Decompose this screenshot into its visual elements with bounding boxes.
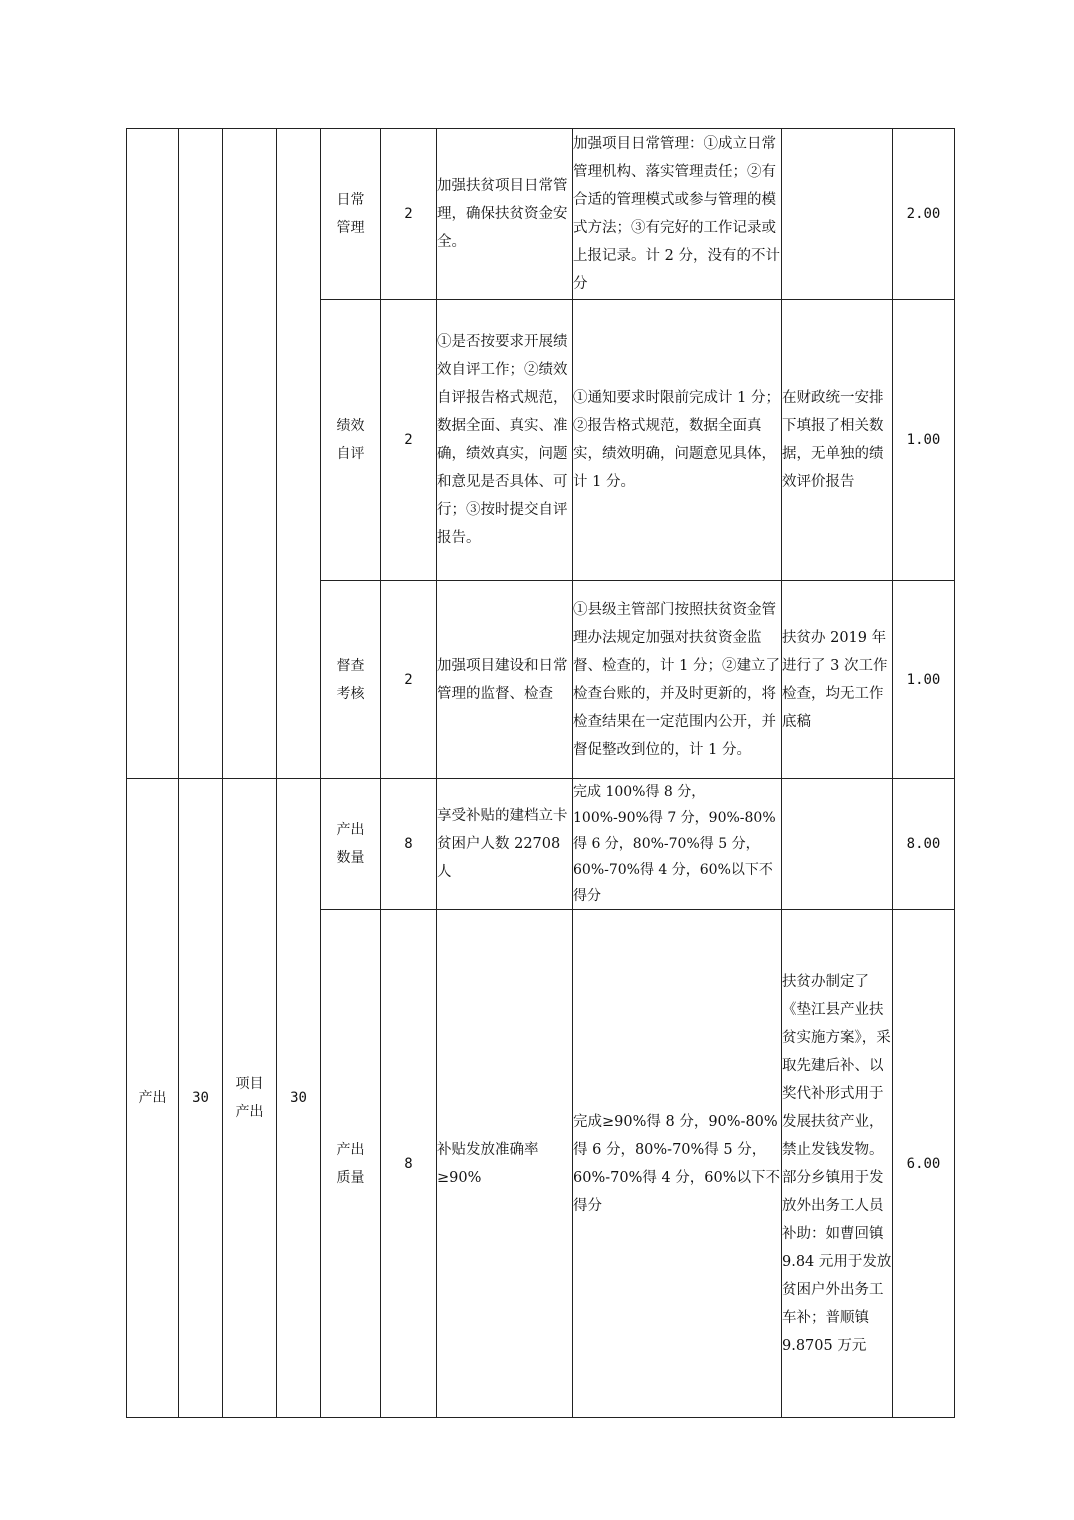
note-cell: 扶贫办 2019 年进行了 3 次工作检查，均无工作底稿 — [782, 581, 893, 779]
standard-cell: 完成≥90%得 8 分，90%-80%得 6 分，80%-70%得 5 分，60%-70%得 4 分，60%以下不得分 — [573, 910, 782, 1418]
note-cell — [782, 129, 893, 300]
content-cell: 补贴发放准确率≥90% — [437, 910, 573, 1418]
indicator1-cell: 产出 — [127, 779, 179, 1418]
note-cell — [782, 779, 893, 910]
content-cell: 享受补贴的建档立卡贫困户人数 22708 人 — [437, 779, 573, 910]
indicator3-cell: 日常 管理 — [321, 129, 381, 300]
score-cell: 2.00 — [893, 129, 955, 300]
indicator2-cell: 项目 产出 — [223, 779, 277, 1418]
table-row — [127, 779, 955, 910]
indicator3-cell: 产出 质量 — [321, 910, 381, 1418]
continued-indicator2-cell — [223, 129, 277, 779]
content-cell: 加强扶贫项目日常管理，确保扶贫资金安全。 — [437, 129, 573, 300]
weight-cell: 2 — [381, 300, 437, 581]
content-cell: 加强项目建设和日常管理的监督、检查 — [437, 581, 573, 779]
weight-cell: 8 — [381, 779, 437, 910]
score-cell: 6.00 — [893, 910, 955, 1418]
score-cell: 1.00 — [893, 300, 955, 581]
score-cell: 8.00 — [893, 779, 955, 910]
standard-cell: 完成 100%得 8 分，100%-90%得 7 分，90%-80%得 6 分，80%-70%得 5 分，60%-70%得 4 分，60%以下不得分 — [573, 779, 782, 910]
note-cell: 扶贫办制定了《垫江县产业扶贫实施方案》，采取先建后补、以奖代补形式用于发展扶贫产业，禁止发钱发物。部分乡镇用于发放外出务工人员补助：如曹回镇 9.84 元用于发放贫困户外出务工车补；普顺镇 9.8705 万元 — [782, 910, 893, 1418]
note-cell: 在财政统一安排下填报了相关数据，无单独的绩效评价报告 — [782, 300, 893, 581]
content-cell: ①是否按要求开展绩效自评工作；②绩效自评报告格式规范，数据全面、真实、准确，绩效真实，问题和意见是否具体、可行；③按时提交自评报告。 — [437, 300, 573, 581]
score-cell: 1.00 — [893, 581, 955, 779]
continued-weight1-cell — [179, 129, 223, 779]
indicator3-cell: 绩效 自评 — [321, 300, 381, 581]
weight-cell: 8 — [381, 910, 437, 1418]
weight2-cell: 30 — [277, 779, 321, 1418]
indicator3-cell: 督查 考核 — [321, 581, 381, 779]
continued-indicator1-cell — [127, 129, 179, 779]
standard-cell: ①县级主管部门按照扶贫资金管理办法规定加强对扶贫资金监督、检查的，计 1 分；②建立了检查台账的，并及时更新的，将检查结果在一定范围内公开，并督促整改到位的，计 1 分。 — [573, 581, 782, 779]
standard-cell: 加强项目日常管理：①成立日常管理机构、落实管理责任；②有合适的管理模式或参与管理的模式方法；③有完好的工作记录或上报记录。计 2 分，没有的不计分 — [573, 129, 782, 300]
standard-cell: ①通知要求时限前完成计 1 分；②报告格式规范，数据全面真实，绩效明确，问题意见具体，计 1 分。 — [573, 300, 782, 581]
indicator3-cell: 产出 数量 — [321, 779, 381, 910]
table-row — [127, 129, 955, 300]
continued-weight2-cell — [277, 129, 321, 779]
evaluation-table — [126, 128, 955, 1418]
weight-cell: 2 — [381, 129, 437, 300]
weight1-cell: 30 — [179, 779, 223, 1418]
weight-cell: 2 — [381, 581, 437, 779]
